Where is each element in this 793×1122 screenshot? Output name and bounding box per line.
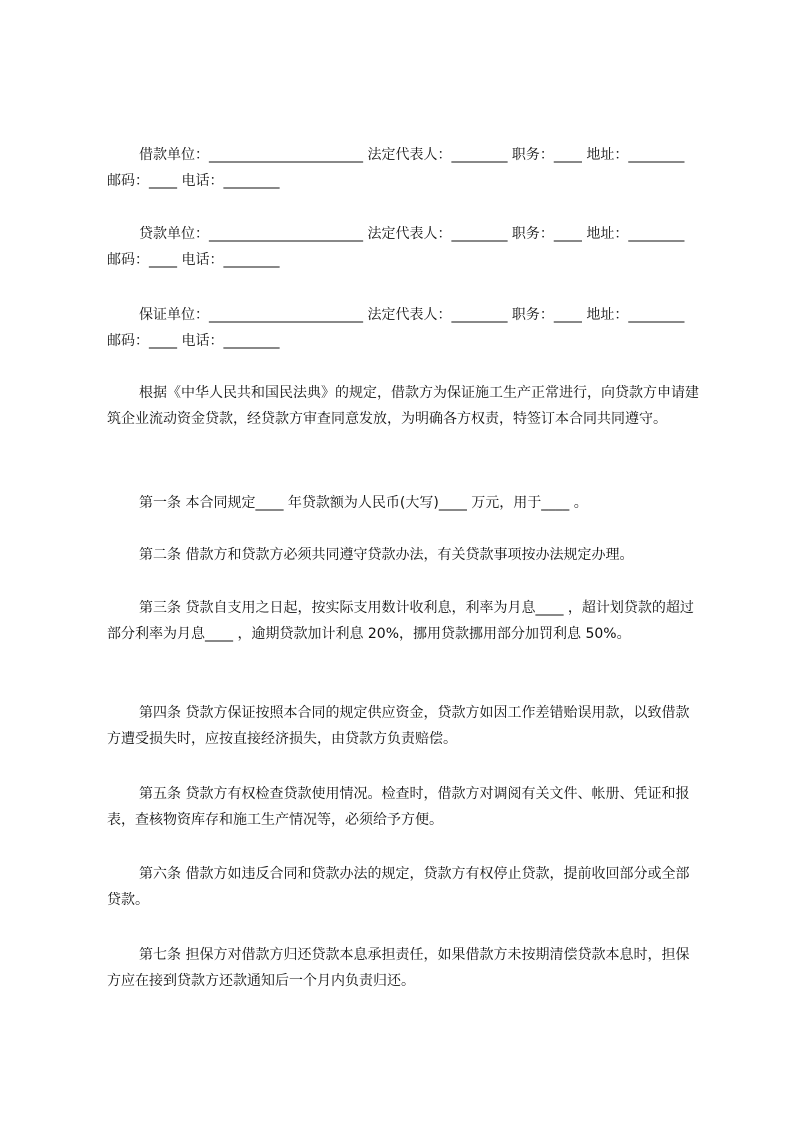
article-4: 第四条 贷款方保证按照本合同的规定供应资金，贷款方如因工作差错贻误用款，以致借款方遭受损失时，应按直接经济损失，由贷款方负责赔偿。 [107,705,690,747]
article-1: 第一条 本合同规定____ 年贷款额为人民币(大写)____ 万元，用于____ 。 [139,495,588,511]
article-5: 第五条 贷款方有权检查贷款使用情况。检查时，借款方对调阅有关文件、帐册、凭证和报表，查核物资库存和施工生产情况等，必须给予方便。 [107,786,690,828]
article-7: 第七条 担保方对借款方归还贷款本息承担责任，如果借款方未按期清偿贷款本息时，担保方应在接到贷款方还款通知后一个月内负责归还。 [107,947,690,989]
article-3: 第三条 贷款自支用之日起，按实际支用数计收利息，利率为月息____ ，超计划贷款的超过部分利率为月息____ ，逾期贷款加计利息 20%，挪用贷款挪用部分加罚利息 50%。 [107,600,694,642]
article-2: 第二条 借款方和贷款方必须共同遵守贷款办法，有关贷款事项按办法规定办理。 [139,547,634,563]
article-6: 第六条 借款方如违反合同和贷款办法的规定，贷款方有权停止贷款，提前收回部分或全部贷款。 [107,866,690,908]
guarantor-info: 保证单位：______________________ 法定代表人：________ 职务：____ 地址：________ 邮码：____ 电话：________ [107,307,685,349]
lender-info: 贷款单位：______________________ 法定代表人：________ 职务：____ 地址：________ 邮码：____ 电话：________ [107,226,685,268]
intro-paragraph: 根据《中华人民共和国民法典》的规定，借款方为保证施工生产正常进行，向贷款方申请建筑企业流动资金贷款，经贷款方审查同意发放，为明确各方权责，特签订本合同共同遵守。 [107,385,699,427]
borrower-info: 借款单位：______________________ 法定代表人：________ 职务：____ 地址：________ 邮码：____ 电话：________ [107,147,685,189]
